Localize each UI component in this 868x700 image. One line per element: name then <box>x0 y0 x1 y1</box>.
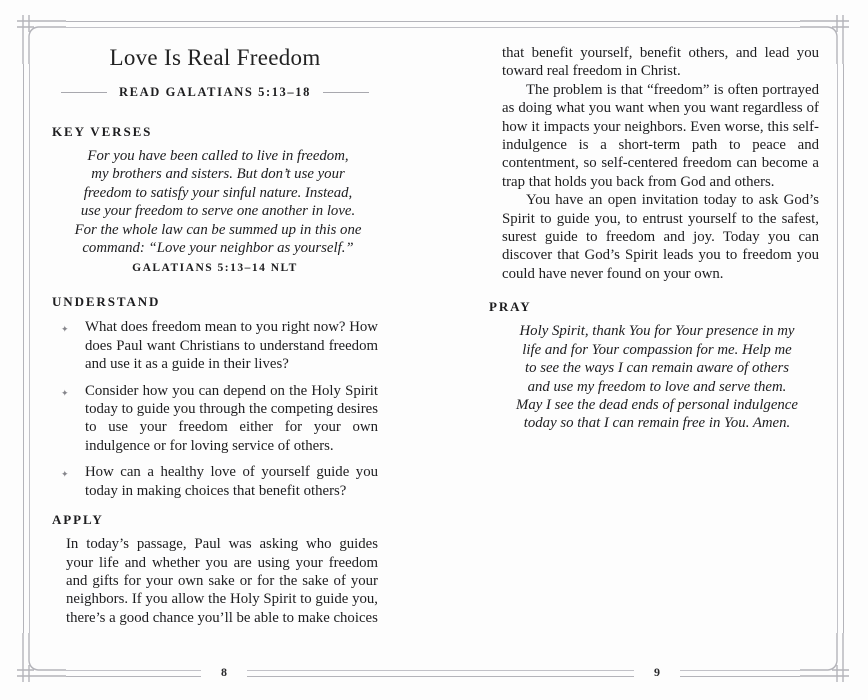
prayer-line: life and for Your compassion for me. Help me <box>522 341 792 358</box>
diamond-bullet-icon: ✦ <box>61 325 69 336</box>
prayer-line: May I see the dead ends of personal indulgence <box>516 396 798 413</box>
prayer-line: to see the ways I can remain aware of others <box>525 360 789 377</box>
diamond-bullet-icon: ✦ <box>61 470 69 481</box>
body-paragraph: that benefit yourself, benefit others, and lead you toward real freedom in Christ. <box>502 45 819 80</box>
key-verses-heading: KEY VERSES <box>52 124 153 139</box>
body-paragraph: The problem is that “freedom” is often portrayed as doing what you want when you want regardless of how it impacts your neighbors. Even worse, this self-indulgence is a short-term path to peace and contentment, so self-centered freedom can become a trap that holds you back from God and others. <box>502 81 819 190</box>
page-left <box>52 44 378 627</box>
pray-heading: PRAY <box>489 299 532 315</box>
prayer-line: and use my freedom to love and serve them. <box>527 378 787 395</box>
list-item <box>52 463 378 500</box>
page-number-right: 9 <box>634 664 680 680</box>
understand-questions <box>52 318 378 500</box>
corner-ornament-bottom-right <box>800 633 850 683</box>
apply-heading: APPLY <box>52 512 104 528</box>
read-reference-line <box>52 85 378 100</box>
verse-line: my brothers and sisters. But don’t use your <box>91 166 345 183</box>
key-verses-text <box>68 147 368 257</box>
list-item <box>52 382 378 456</box>
question-text: How can a healthy love of yourself guide you today in making choices that benefit others? <box>85 464 378 499</box>
verse-line: For the whole law can be summed up in this one <box>74 221 362 238</box>
question-text: Consider how you can depend on the Holy Spirit today to guide you through the competing desires to use your freedom either for your own indulgence or for loving service of others. <box>85 382 379 454</box>
apply-paragraph: In today’s passage, Paul was asking who guides your life and whether you are using your freedom and gifts for your own sake or for the sake of your neighbors. If you allow the Holy Spirit to guide you, there’s a good chance you’ll be able to make choices <box>66 536 378 626</box>
diamond-bullet-icon: ✦ <box>61 388 69 399</box>
question-text: What does freedom mean to you right now? How does Paul want Christians to understand freedom and use it as a guide in their lives? <box>85 319 378 373</box>
verse-citation: GALATIANS 5:13–14 NLT <box>132 262 298 275</box>
prayer-text <box>505 322 809 432</box>
page-number-left: 8 <box>201 664 247 680</box>
read-reference-text: READ GALATIANS 5:13–18 <box>119 85 311 99</box>
understand-heading: UNDERSTAND <box>52 294 161 310</box>
list-item <box>52 318 378 373</box>
verse-line: use your freedom to serve one another in love. <box>80 203 356 220</box>
left-rule <box>61 92 107 93</box>
right-rule <box>323 92 369 93</box>
corner-ornament-bottom-left <box>16 633 66 683</box>
verse-line: For you have been called to live in freedom, <box>87 148 349 164</box>
prayer-line: Holy Spirit, thank You for Your presence in my <box>519 323 795 340</box>
verse-line: command: “Love your neighbor as yourself.” <box>82 240 354 257</box>
verse-line: freedom to satisfy your sinful nature. Instead, <box>83 184 353 201</box>
page-right <box>489 44 819 433</box>
prayer-line: today so that I can remain free in You. Amen. <box>523 415 791 432</box>
body-paragraph: You have an open invitation today to ask God’s Spirit to guide you, to entrust yourself to the safest, surest guide to freedom and joy. Today you can discover that God’s Spirit leads you to freedom you could have never found on your own. <box>502 192 819 282</box>
devotion-title: Love Is Real Freedom <box>109 45 321 70</box>
